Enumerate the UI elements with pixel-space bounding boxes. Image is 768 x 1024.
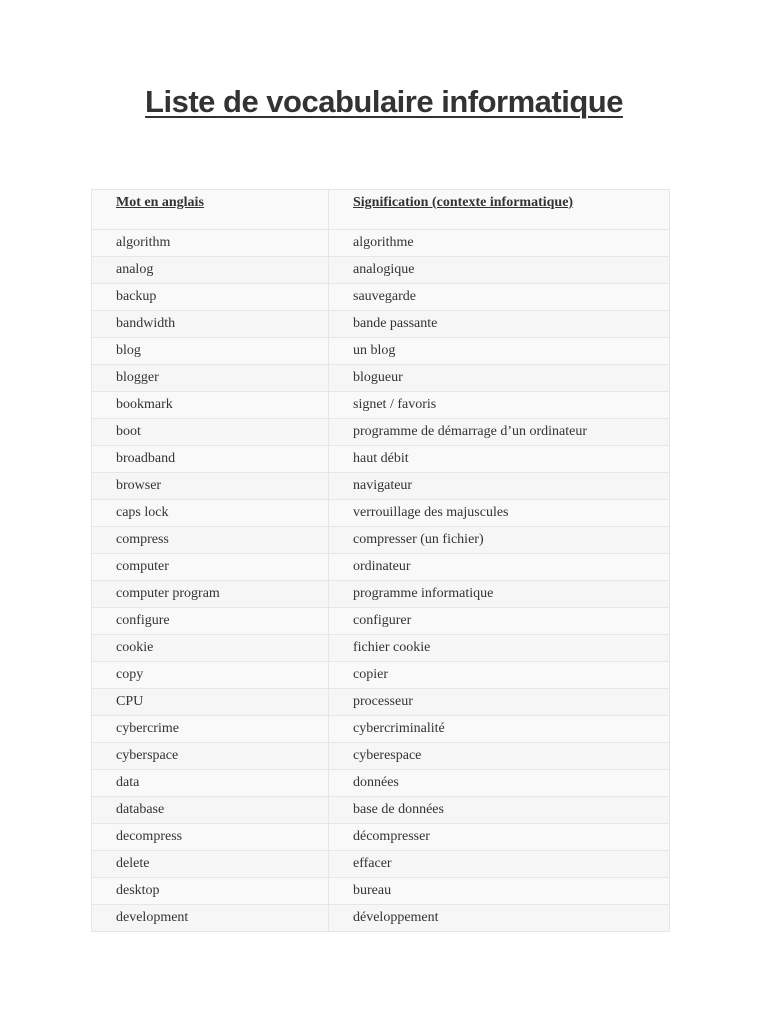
english-word-cell: computer [92, 554, 329, 581]
column-header-french: Signification (contexte informatique) [329, 190, 670, 230]
french-meaning-cell: sauvegarde [329, 284, 670, 311]
table-row [92, 284, 670, 311]
french-meaning-cell: un blog [329, 338, 670, 365]
table-row [92, 581, 670, 608]
table-row [92, 689, 670, 716]
french-meaning-cell: verrouillage des majuscules [329, 500, 670, 527]
english-word-cell: desktop [92, 878, 329, 905]
english-word-cell: analog [92, 257, 329, 284]
table-row [92, 338, 670, 365]
french-meaning-cell: signet / favoris [329, 392, 670, 419]
english-word-cell: backup [92, 284, 329, 311]
english-word-cell: configure [92, 608, 329, 635]
english-word-cell: database [92, 797, 329, 824]
table-row [92, 878, 670, 905]
english-word-cell: bookmark [92, 392, 329, 419]
french-meaning-cell: développement [329, 905, 670, 932]
english-word-cell: copy [92, 662, 329, 689]
english-word-cell: computer program [92, 581, 329, 608]
table-row [92, 365, 670, 392]
english-word-cell: algorithm [92, 230, 329, 257]
table-row [92, 824, 670, 851]
table-row [92, 419, 670, 446]
english-word-cell: development [92, 905, 329, 932]
french-meaning-cell: blogueur [329, 365, 670, 392]
english-word-cell: decompress [92, 824, 329, 851]
english-word-cell: blog [92, 338, 329, 365]
table-header [92, 190, 670, 230]
english-word-cell: cyberspace [92, 743, 329, 770]
french-meaning-cell: cyberespace [329, 743, 670, 770]
table-row [92, 392, 670, 419]
french-meaning-cell: compresser (un fichier) [329, 527, 670, 554]
table-row [92, 473, 670, 500]
table-row [92, 608, 670, 635]
french-meaning-cell: cybercriminalité [329, 716, 670, 743]
english-word-cell: cybercrime [92, 716, 329, 743]
column-header-english: Mot en anglais [92, 190, 329, 230]
french-meaning-cell: analogique [329, 257, 670, 284]
french-meaning-cell: décompresser [329, 824, 670, 851]
table-body [92, 230, 670, 932]
table-row [92, 797, 670, 824]
table-header-row [92, 190, 670, 230]
english-word-cell: bandwidth [92, 311, 329, 338]
french-meaning-cell: copier [329, 662, 670, 689]
french-meaning-cell: algorithme [329, 230, 670, 257]
table-row [92, 770, 670, 797]
table-row [92, 230, 670, 257]
english-word-cell: broadband [92, 446, 329, 473]
english-word-cell: boot [92, 419, 329, 446]
english-word-cell: caps lock [92, 500, 329, 527]
table-row [92, 527, 670, 554]
english-word-cell: browser [92, 473, 329, 500]
english-word-cell: blogger [92, 365, 329, 392]
english-word-cell: delete [92, 851, 329, 878]
table-row [92, 257, 670, 284]
french-meaning-cell: programme informatique [329, 581, 670, 608]
french-meaning-cell: données [329, 770, 670, 797]
french-meaning-cell: ordinateur [329, 554, 670, 581]
english-word-cell: data [92, 770, 329, 797]
french-meaning-cell: programme de démarrage d’un ordinateur [329, 419, 670, 446]
french-meaning-cell: configurer [329, 608, 670, 635]
table-row [92, 743, 670, 770]
table-row [92, 905, 670, 932]
french-meaning-cell: haut débit [329, 446, 670, 473]
table-row [92, 554, 670, 581]
french-meaning-cell: processeur [329, 689, 670, 716]
english-word-cell: cookie [92, 635, 329, 662]
english-word-cell: compress [92, 527, 329, 554]
french-meaning-cell: effacer [329, 851, 670, 878]
table-row [92, 635, 670, 662]
english-word-cell: CPU [92, 689, 329, 716]
table-row [92, 716, 670, 743]
french-meaning-cell: bande passante [329, 311, 670, 338]
french-meaning-cell: base de données [329, 797, 670, 824]
table-row [92, 311, 670, 338]
table-row [92, 851, 670, 878]
french-meaning-cell: navigateur [329, 473, 670, 500]
table-row [92, 662, 670, 689]
french-meaning-cell: fichier cookie [329, 635, 670, 662]
table-row [92, 500, 670, 527]
vocabulary-table [91, 189, 670, 932]
table-row [92, 446, 670, 473]
page-title: Liste de vocabulaire informatique [145, 84, 623, 119]
french-meaning-cell: bureau [329, 878, 670, 905]
